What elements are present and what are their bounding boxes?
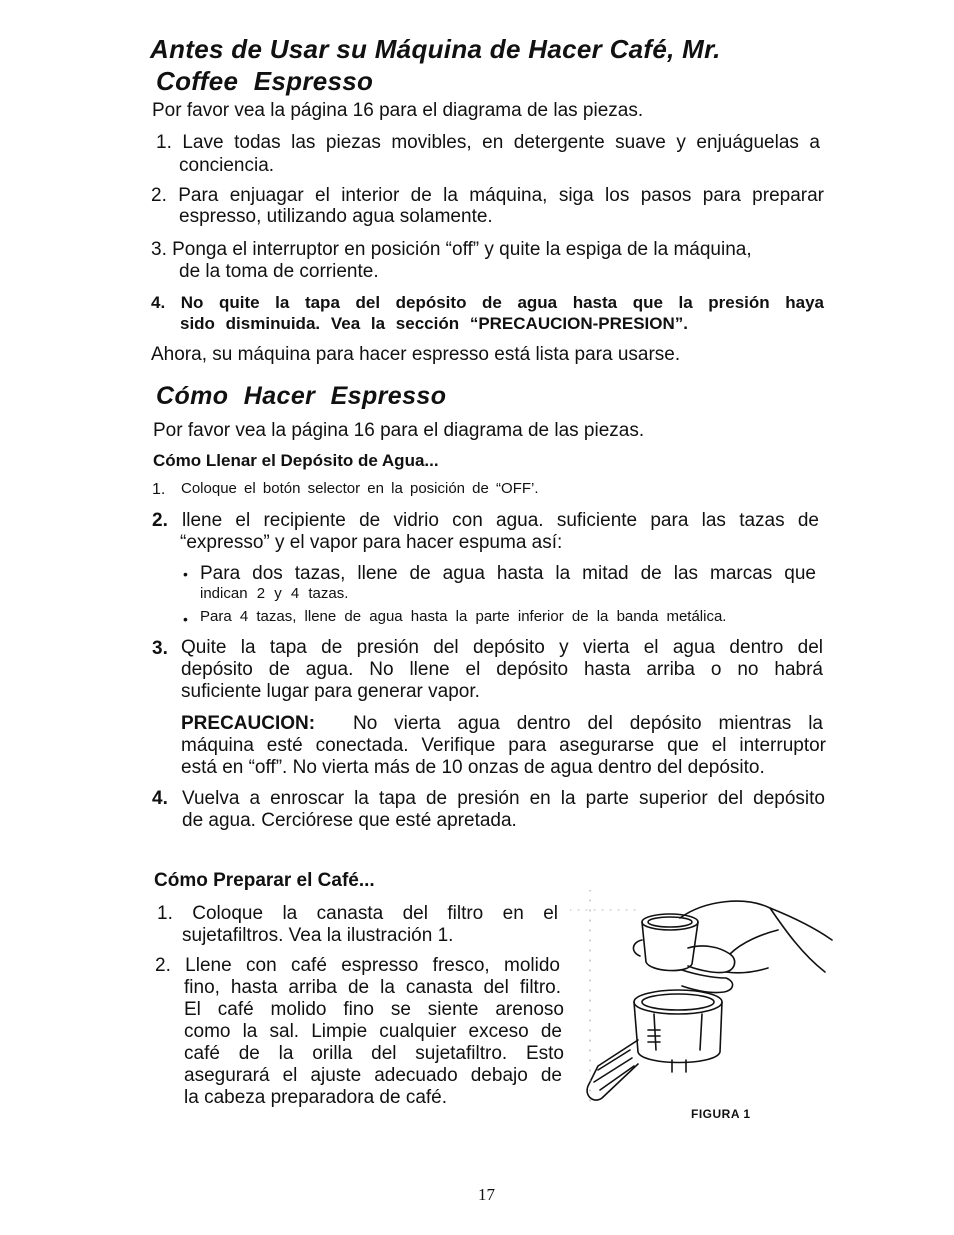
step2-line1: llene el recipiente de vidrio con agua. suficiente para las tazas de [182, 510, 819, 531]
caution-line2: máquina esté conectada. Verifique para asegurarse que el interruptor [181, 735, 826, 756]
section2-subhead: Cómo Llenar el Depósito de Agua... [153, 451, 439, 470]
prep-step2-line1: 2. Llene con café espresso fresco, molido [155, 955, 560, 976]
prep-step2-line7: la cabeza preparadora de café. [184, 1087, 448, 1108]
section1-outro: Ahora, su máquina para hacer espresso está lista para usarse. [151, 344, 681, 365]
prep-step2-line2: fino, hasta arriba de la canasta del filtro. [184, 977, 561, 998]
section2-title: Cómo Hacer Espresso [156, 382, 447, 410]
step3-number: 3. [152, 638, 168, 659]
bullet1-dot: • [183, 566, 188, 582]
section1-item2-line2: espresso, utilizando agua solamente. [179, 206, 493, 227]
section3-subhead: Cómo Preparar el Café... [154, 870, 375, 891]
step1-number: 1. [152, 481, 166, 498]
caution-text-1: No vierta agua dentro del depósito mientras la [353, 713, 823, 734]
caution-line3: está en “off”. No vierta más de 10 onzas de agua dentro del depósito. [181, 757, 765, 778]
section1-item3-line1: 3. Ponga el interruptor en posición “off” y quite la espiga de la máquina, [151, 239, 752, 260]
step3-line3: suficiente lugar para generar vapor. [181, 681, 480, 702]
prep-step2-line6: asegurará el ajuste adecuado debajo de [184, 1065, 562, 1086]
caution-label: PRECAUCION: [181, 713, 316, 734]
section1-intro: Por favor vea la página 16 para el diagrama de las piezas. [152, 100, 644, 121]
prep-step1-line1: 1. Coloque la canasta del filtro en el [157, 903, 558, 924]
section1-item3-line2: de la toma de corriente. [179, 261, 379, 282]
prep-step2-line5: café de la orilla del sujetafiltro. Esto [184, 1043, 564, 1064]
step4-number: 4. [152, 788, 168, 809]
page-number: 17 [478, 1185, 495, 1204]
section1-item1-line1: 1. Lave todas las piezas movibles, en detergente suave y enjuáguelas a [156, 132, 820, 153]
section1-item4-line2: sido disminuida. Vea la sección “PRECAUCION-PRESION”. [180, 314, 689, 333]
prep-step2-line3: El café molido fino se siente arenoso [184, 999, 564, 1020]
step3-line1: Quite la tapa de presión del depósito y vierta el agua dentro del [181, 637, 823, 658]
portafilter-illustration [570, 890, 840, 1120]
step1-text: Coloque el botón selector en la posición de “OFF’. [181, 480, 539, 497]
section1-item1-line2: conciencia. [179, 155, 275, 176]
step4-line1: Vuelva a enroscar la tapa de presión en la parte superior del depósito [182, 788, 825, 809]
caution-line1 [181, 713, 823, 735]
prep-step1-line2: sujetafiltros. Vea la ilustración 1. [182, 925, 454, 946]
section1-title-line1: Antes de Usar su Máquina de Hacer Café, Mr. [150, 34, 721, 64]
section2-intro: Por favor vea la página 16 para el diagrama de las piezas. [153, 420, 645, 441]
bullet2-text: Para 4 tazas, llene de agua hasta la parte inferior de la banda metálica. [200, 608, 727, 625]
section1-item2-line1: 2. Para enjuagar el interior de la máquina, siga los pasos para preparar [151, 185, 824, 206]
figure-label: FIGURA 1 [691, 1107, 751, 1121]
section1-item4-line1: 4. No quite la tapa del depósito de agua hasta que la presión haya [151, 293, 824, 312]
bullet1-line2: indican 2 y 4 tazas. [200, 585, 349, 602]
prep-step2-line4: como la sal. Limpie cualquier exceso de [184, 1021, 562, 1042]
step2-number: 2. [152, 510, 168, 531]
bullet2-dot: • [183, 611, 188, 627]
bullet1-line1: Para dos tazas, llene de agua hasta la mitad de las marcas que [200, 563, 816, 584]
step3-line2: depósito de agua. No llene el depósito hasta arriba o no habrá [181, 659, 823, 680]
section1-title-line2: Coffee Espresso [156, 66, 374, 96]
step2-line2: “expresso” y el vapor para hacer espuma así: [180, 532, 563, 553]
step4-line2: de agua. Cerciórese que esté apretada. [182, 810, 517, 831]
